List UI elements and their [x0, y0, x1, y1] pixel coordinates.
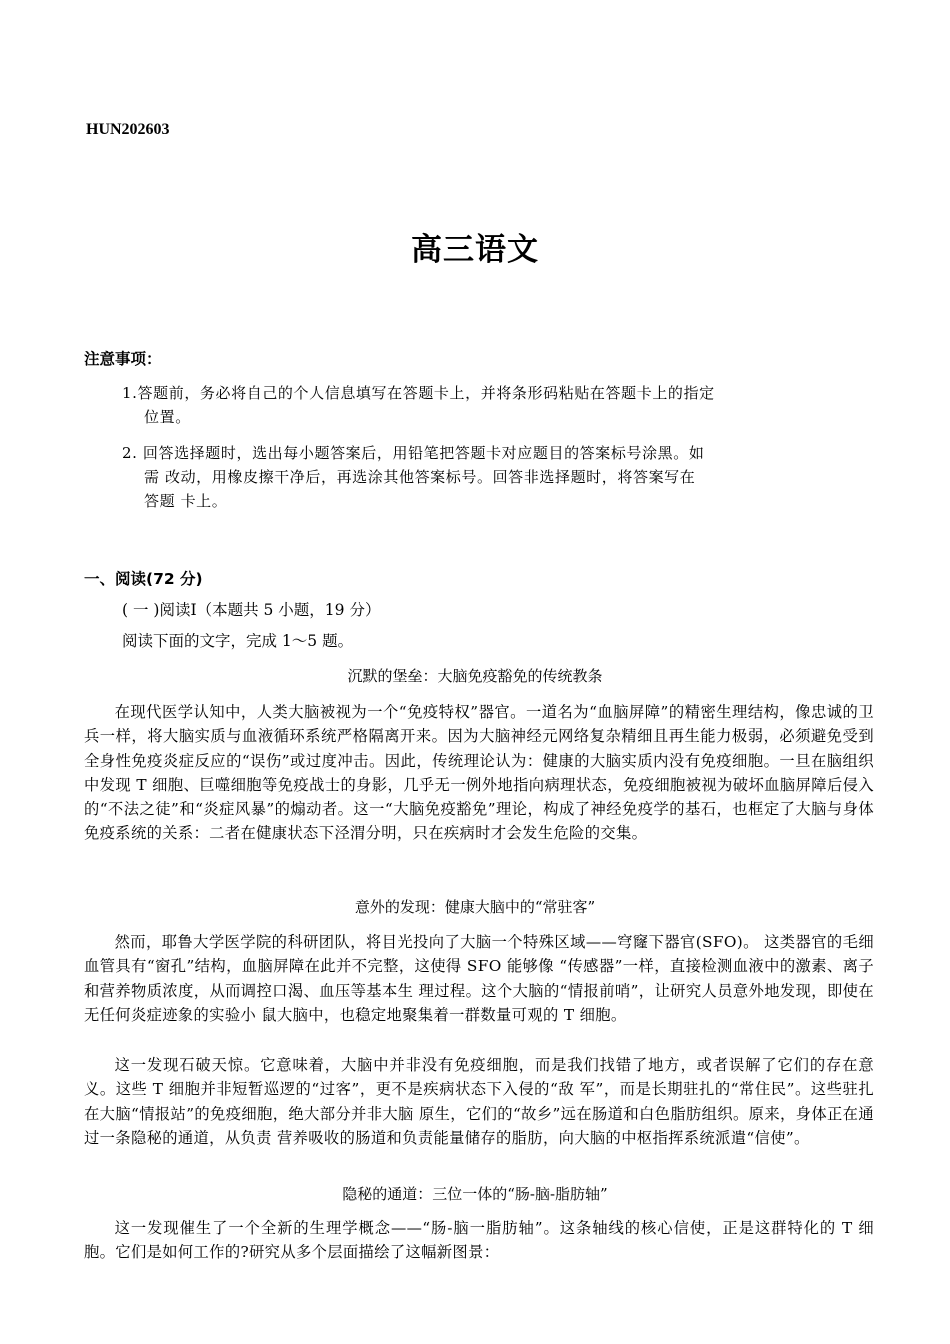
- section-heading: 一、阅读(72 分): [84, 570, 203, 588]
- page-title: 高三语文: [411, 232, 539, 268]
- instruction-line: 阅读下面的文字，完成 1～5 题。: [122, 632, 354, 650]
- notice-item-continuation-2: 答题 卡上。: [144, 492, 228, 510]
- part-line: ( 一 )阅读Ⅰ（本题共 5 小题，19 分）: [122, 601, 381, 619]
- notice-heading: 注意事项：: [84, 350, 162, 368]
- subheading-1: 沉默的堡垒：大脑免疫豁免的传统教条: [347, 667, 603, 685]
- paragraph-4: 这一发现催生了一个全新的生理学概念——“肠-脑一脂肪轴”。这条轴线的核心信使，正是这群特化的 T 细胞。它们是如何工作的?研究从多个层面描绘了这幅新图景：: [84, 1219, 874, 1262]
- notice-item-text: 回答选择题时，选出每小题答案后，用铅笔把答题卡对应题目的答案标号涂黑。如: [137, 444, 705, 462]
- paragraph-1: 在现代医学认知中，人类大脑被视为一个“免疫特权”器官。一道名为“血脑屏障”的精密生理结构，像忠诚的卫兵一样，将大脑实质与血液循环系统严格隔离开来。因为大脑神经元网络复杂精细且再生能力极弱，必须避免受到全身性免疫炎症反应的“误伤”或过度冲击。因此，传统理论认为：健康的大脑实质内没有免疫细胞。一旦在脑组织中发现 T 细胞、巨噬细胞等免疫战士的身影，几乎无一例外地指向病理状态，免疫细胞被视为破坏血脑屏障后侵入的“不法之徒”和“炎症风暴”的煽动者。这一“大脑免疫豁免”理论，构成了神经免疫学的基石，也框定了大脑与身体免疫系统的关系：二者在健康状态下泾渭分明，只在疾病时才会发生危险的交集。: [84, 703, 874, 843]
- paragraph-2: 然而，耶鲁大学医学院的科研团队，将目光投向了大脑一个特殊区域——穹窿下器官(SFO)。 这类器官的毛细血管具有“窗孔”结构，血脑屏障在此并不完整，这使得 SFO 能够像 “传感器”一样，直接检测血液中的激素、离子和营养物质浓度，从而调控口渴、血压等基本生 理过程。这个大脑的“情报前哨”，让研究人员意外地发现，即使在无任何炎症迹象的实验小 鼠大脑中，也稳定地聚集着一群数量可观的 T 细胞。: [84, 933, 874, 1024]
- subheading-3: 隐秘的通道：三位一体的“肠-脑-脂肪轴”: [342, 1185, 608, 1203]
- subheading-2: 意外的发现：健康大脑中的“常驻客”: [354, 898, 596, 916]
- notice-item-1: [122, 381, 867, 429]
- notice-item-text: 答题前，务必将自己的个人信息填写在答题卡上，并将条形码粘贴在答题卡上的指定: [137, 384, 715, 402]
- paragraph-3: 这一发现石破天惊。它意味着，大脑中并非没有免疫细胞，而是我们找错了地方，或者误解了它们的存在意义。这些 T 细胞并非短暂巡逻的“过客”，更不是疾病状态下入侵的“敌 军”，而是长期驻扎的“常住民”。这些驻扎在大脑“情报站”的免疫细胞，绝大部分并非大脑 原生，它们的“故乡”远在肠道和白色脂肪组织。原来，身体正在通过一条隐秘的通道，从负责 营养吸收的肠道和负责能量储存的脂肪，向大脑的中枢指挥系统派遣“信使”。: [84, 1056, 874, 1147]
- notice-item-continuation: 需 改动，用橡皮擦干净后，再选涂其他答案标号。回答非选择题时，将答案写在: [144, 468, 696, 486]
- document-code: HUN202603: [86, 121, 170, 138]
- notice-item-number: 2.: [122, 444, 138, 462]
- notice-item-number: 1.: [122, 384, 138, 402]
- notice-item-2: [122, 441, 867, 513]
- notice-item-continuation: 位置。: [144, 408, 191, 426]
